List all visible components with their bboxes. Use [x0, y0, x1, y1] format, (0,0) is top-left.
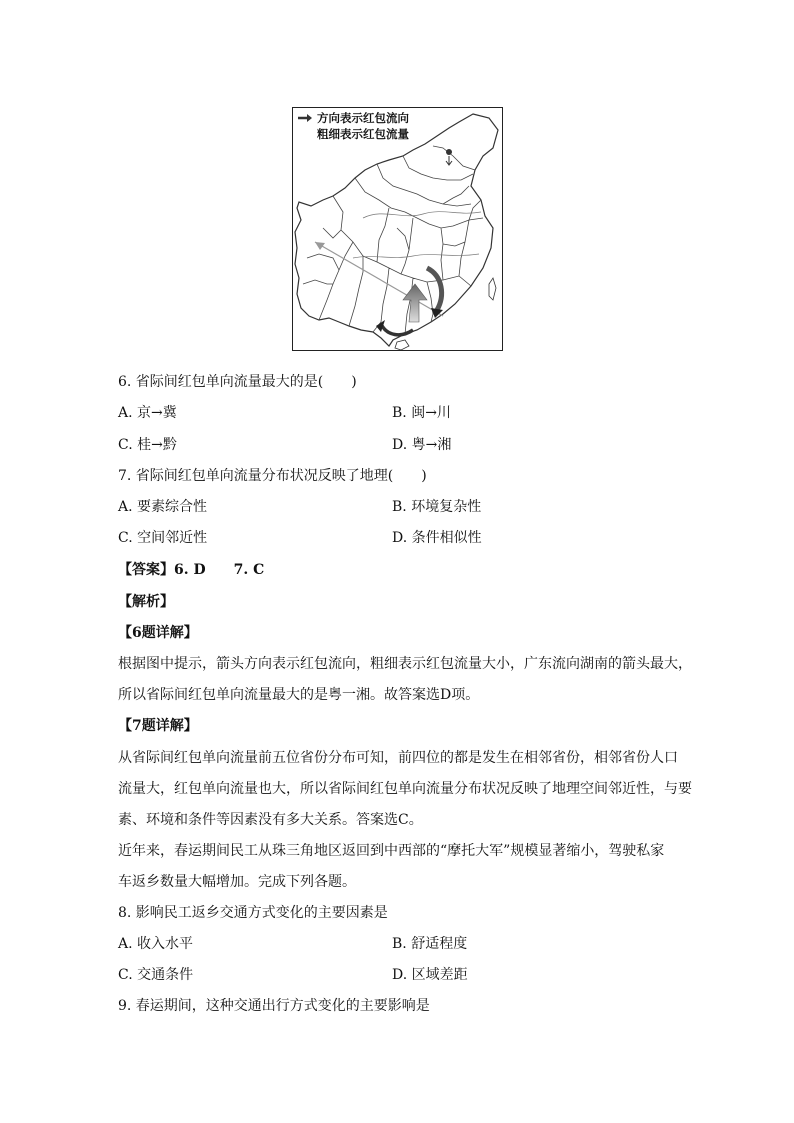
curved-flow-arrow-bottom — [381, 324, 413, 335]
legend-direction-text: 方向表示红包流向 — [317, 111, 409, 125]
hainan-island — [395, 340, 409, 350]
q7-option-c: C. 空间邻近性 — [118, 530, 208, 546]
map-legend — [297, 110, 409, 142]
q6-option-b: B. 闽→川 — [392, 405, 451, 421]
q8-option-b: B. 舒适程度 — [392, 936, 468, 952]
q6-option-c: C. 桂→黔 — [118, 437, 177, 453]
beijing-marker — [446, 149, 452, 155]
q8-option-c: C. 交通条件 — [118, 967, 194, 983]
q7-option-a: A. 要素综合性 — [118, 499, 208, 515]
q7-option-b: B. 环境复杂性 — [392, 499, 482, 515]
rivers — [353, 212, 481, 258]
q7-analysis-text-3: 素、环境和条件等因素没有多大关系。答案选C。 — [118, 812, 423, 828]
q6-analysis-heading: 【6题详解】 — [118, 625, 198, 641]
thin-flow-arrow — [315, 242, 443, 316]
province-boundaries — [303, 146, 483, 334]
beijing-small-arrow — [446, 156, 452, 165]
q8-stem: 8. 影响民工返乡交通方式变化的主要因素是 — [118, 905, 388, 921]
thin-flow-arrow-head — [315, 242, 325, 250]
passage-line-1: 近年来，春运期间民工从珠三角地区返回到中西部的“摩托大军”规模显著缩小，驾驶私家 — [118, 843, 665, 859]
answer-line: 【答案】6. D 7. C — [118, 562, 265, 578]
q7-stem: 7. 省际间红包单向流量分布状况反映了地理( ) — [118, 468, 427, 484]
q6-stem: 6. 省际间红包单向流量最大的是( ) — [118, 374, 357, 390]
q8-option-d: D. 区域差距 — [392, 967, 468, 983]
q8-option-a: A. 收入水平 — [118, 936, 194, 952]
q9-stem: 9. 春运期间，这种交通出行方式变化的主要影响是 — [118, 998, 430, 1014]
passage-line-2: 车返乡数量大幅增加。完成下列各题。 — [118, 874, 356, 890]
q7-option-d: D. 条件相似性 — [392, 530, 482, 546]
q6-option-a: A. 京→冀 — [118, 405, 177, 421]
legend-thickness-text: 粗细表示红包流量 — [317, 127, 409, 141]
analysis-heading: 【解析】 — [118, 594, 174, 610]
q7-analysis-text-2: 流量大，红包单向流量也大，所以省际间红包单向流量分布状况反映了地理空间邻近性，与要 — [118, 781, 692, 797]
q6-analysis-text-1: 根据图中提示，箭头方向表示红包流向，粗细表示红包流量大小，广东流向湖南的箭头最大， — [118, 656, 692, 672]
q6-option-d: D. 粤→湘 — [392, 437, 452, 453]
legend-row-direction — [297, 110, 409, 126]
q7-analysis-text-1: 从省际间红包单向流量前五位省份分布可知，前四位的都是发生在相邻省份，相邻省份人口 — [118, 750, 678, 766]
legend-arrow-icon — [297, 113, 313, 123]
q7-analysis-heading: 【7题详解】 — [118, 718, 198, 734]
province-map — [293, 108, 503, 351]
q6-analysis-text-2: 所以省际间红包单向流量最大的是粤一湘。故答案选D项。 — [118, 687, 480, 703]
curved-flow-arrow-right — [427, 268, 442, 310]
map-figure — [292, 107, 503, 351]
taiwan-island — [489, 278, 496, 300]
